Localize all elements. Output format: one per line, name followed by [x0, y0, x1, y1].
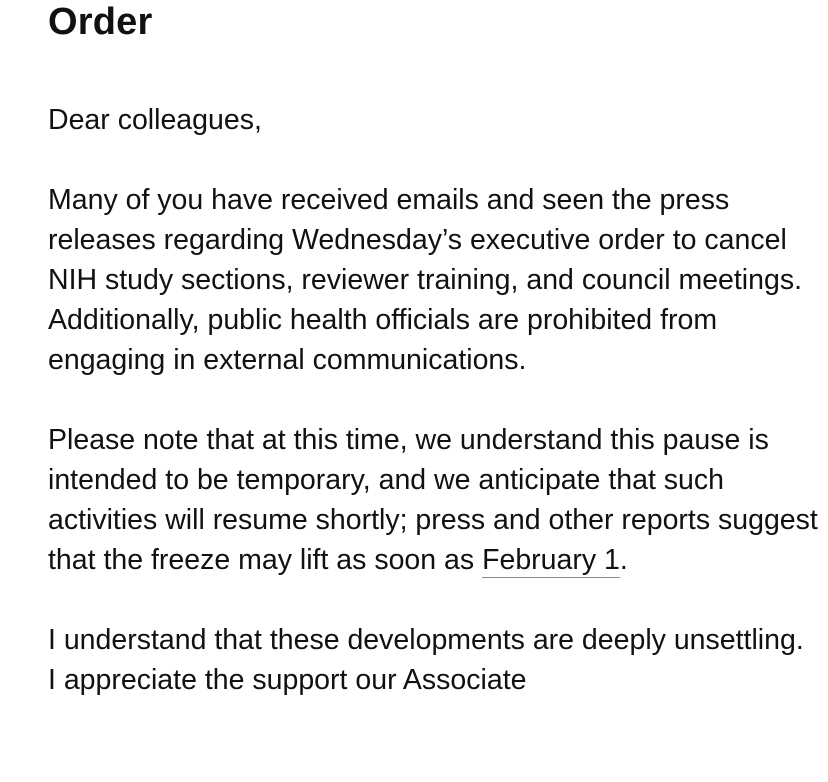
paragraph-pause-temporary [48, 420, 818, 580]
email-body [48, 100, 818, 700]
paragraph-gap [48, 580, 818, 620]
paragraph-pause-end: . [619, 544, 628, 576]
salutation: Dear colleagues, [48, 104, 262, 136]
paragraph-executive-order: Many of you have received emails and seen the press releases regarding Wednesday’s executive order to cancel NIH study sections, reviewer training, and council meetings. Additionally, public health officials are prohibited from engaging in external communications. [48, 184, 803, 376]
paragraph-unsettling: I understand that these developments are deeply unsettling. I appreciate the support our Associate [48, 624, 804, 696]
paragraph-gap [48, 140, 818, 180]
paragraph-gap [48, 380, 818, 420]
email-message [48, 0, 818, 700]
date-link-february-1[interactable]: February 1 [482, 544, 620, 576]
email-subject: Order [48, 1, 153, 43]
paragraph-pause-text: Please note that at this time, we understand this pause is intended to be temporary, and we anticipate that such activities will resume shortly; press and other reports suggest that the freeze may lift as soon as [48, 424, 818, 576]
